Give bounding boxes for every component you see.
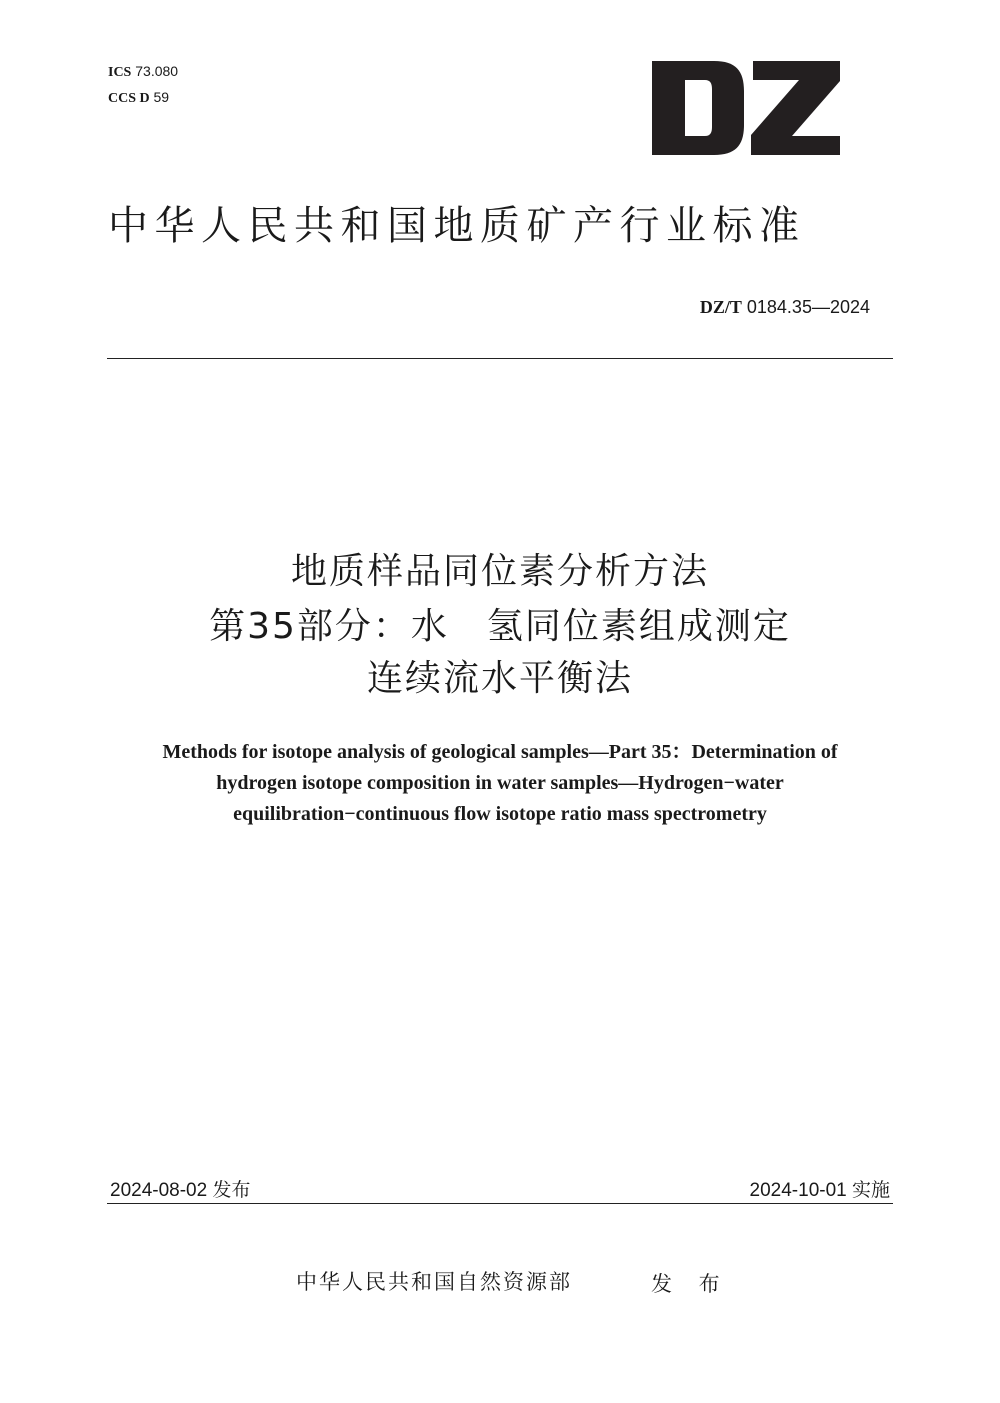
standard-number-prefix: DZ/T <box>699 297 742 317</box>
issue-label: 发 布 <box>651 1272 730 1296</box>
chinese-title-line-3: 连续流水平衡法 <box>366 658 633 699</box>
english-title-line-3: equilibration−continuous flow isotope ratio mass spectrometry <box>233 803 767 825</box>
ccs-classification <box>108 84 169 112</box>
bottom-divider <box>107 1203 893 1204</box>
issue-date: 2024-08-02 发布 <box>110 1180 251 1201</box>
ics-value: 73.080 <box>135 63 179 79</box>
chinese-title-line-1: 地质样品同位素分析方法 <box>290 551 709 592</box>
english-title-line-1: Methods for isotope analysis of geological samples—Part 35：Determination of <box>162 741 838 763</box>
top-divider <box>107 358 893 359</box>
issuing-authority: 中华人民共和国自然资源部 <box>296 1270 572 1294</box>
ccs-label: CCS D <box>108 91 150 106</box>
ccs-value: 59 <box>153 89 170 105</box>
implementation-date: 2024-10-01 实施 <box>749 1180 890 1201</box>
standard-number-value: 0184.35—2024 <box>746 297 870 317</box>
standard-category-title: 中华人民共和国地质矿产行业标准 <box>108 203 806 249</box>
dz-logo <box>652 61 840 155</box>
english-title-line-2: hydrogen isotope composition in water samples—Hydrogen−water <box>216 772 784 794</box>
standard-number <box>700 293 870 321</box>
chinese-title-line-2: 第35部分：水 氢同位素组成测定 <box>209 606 791 647</box>
ics-classification <box>108 58 178 86</box>
ics-label: ICS <box>108 65 132 80</box>
